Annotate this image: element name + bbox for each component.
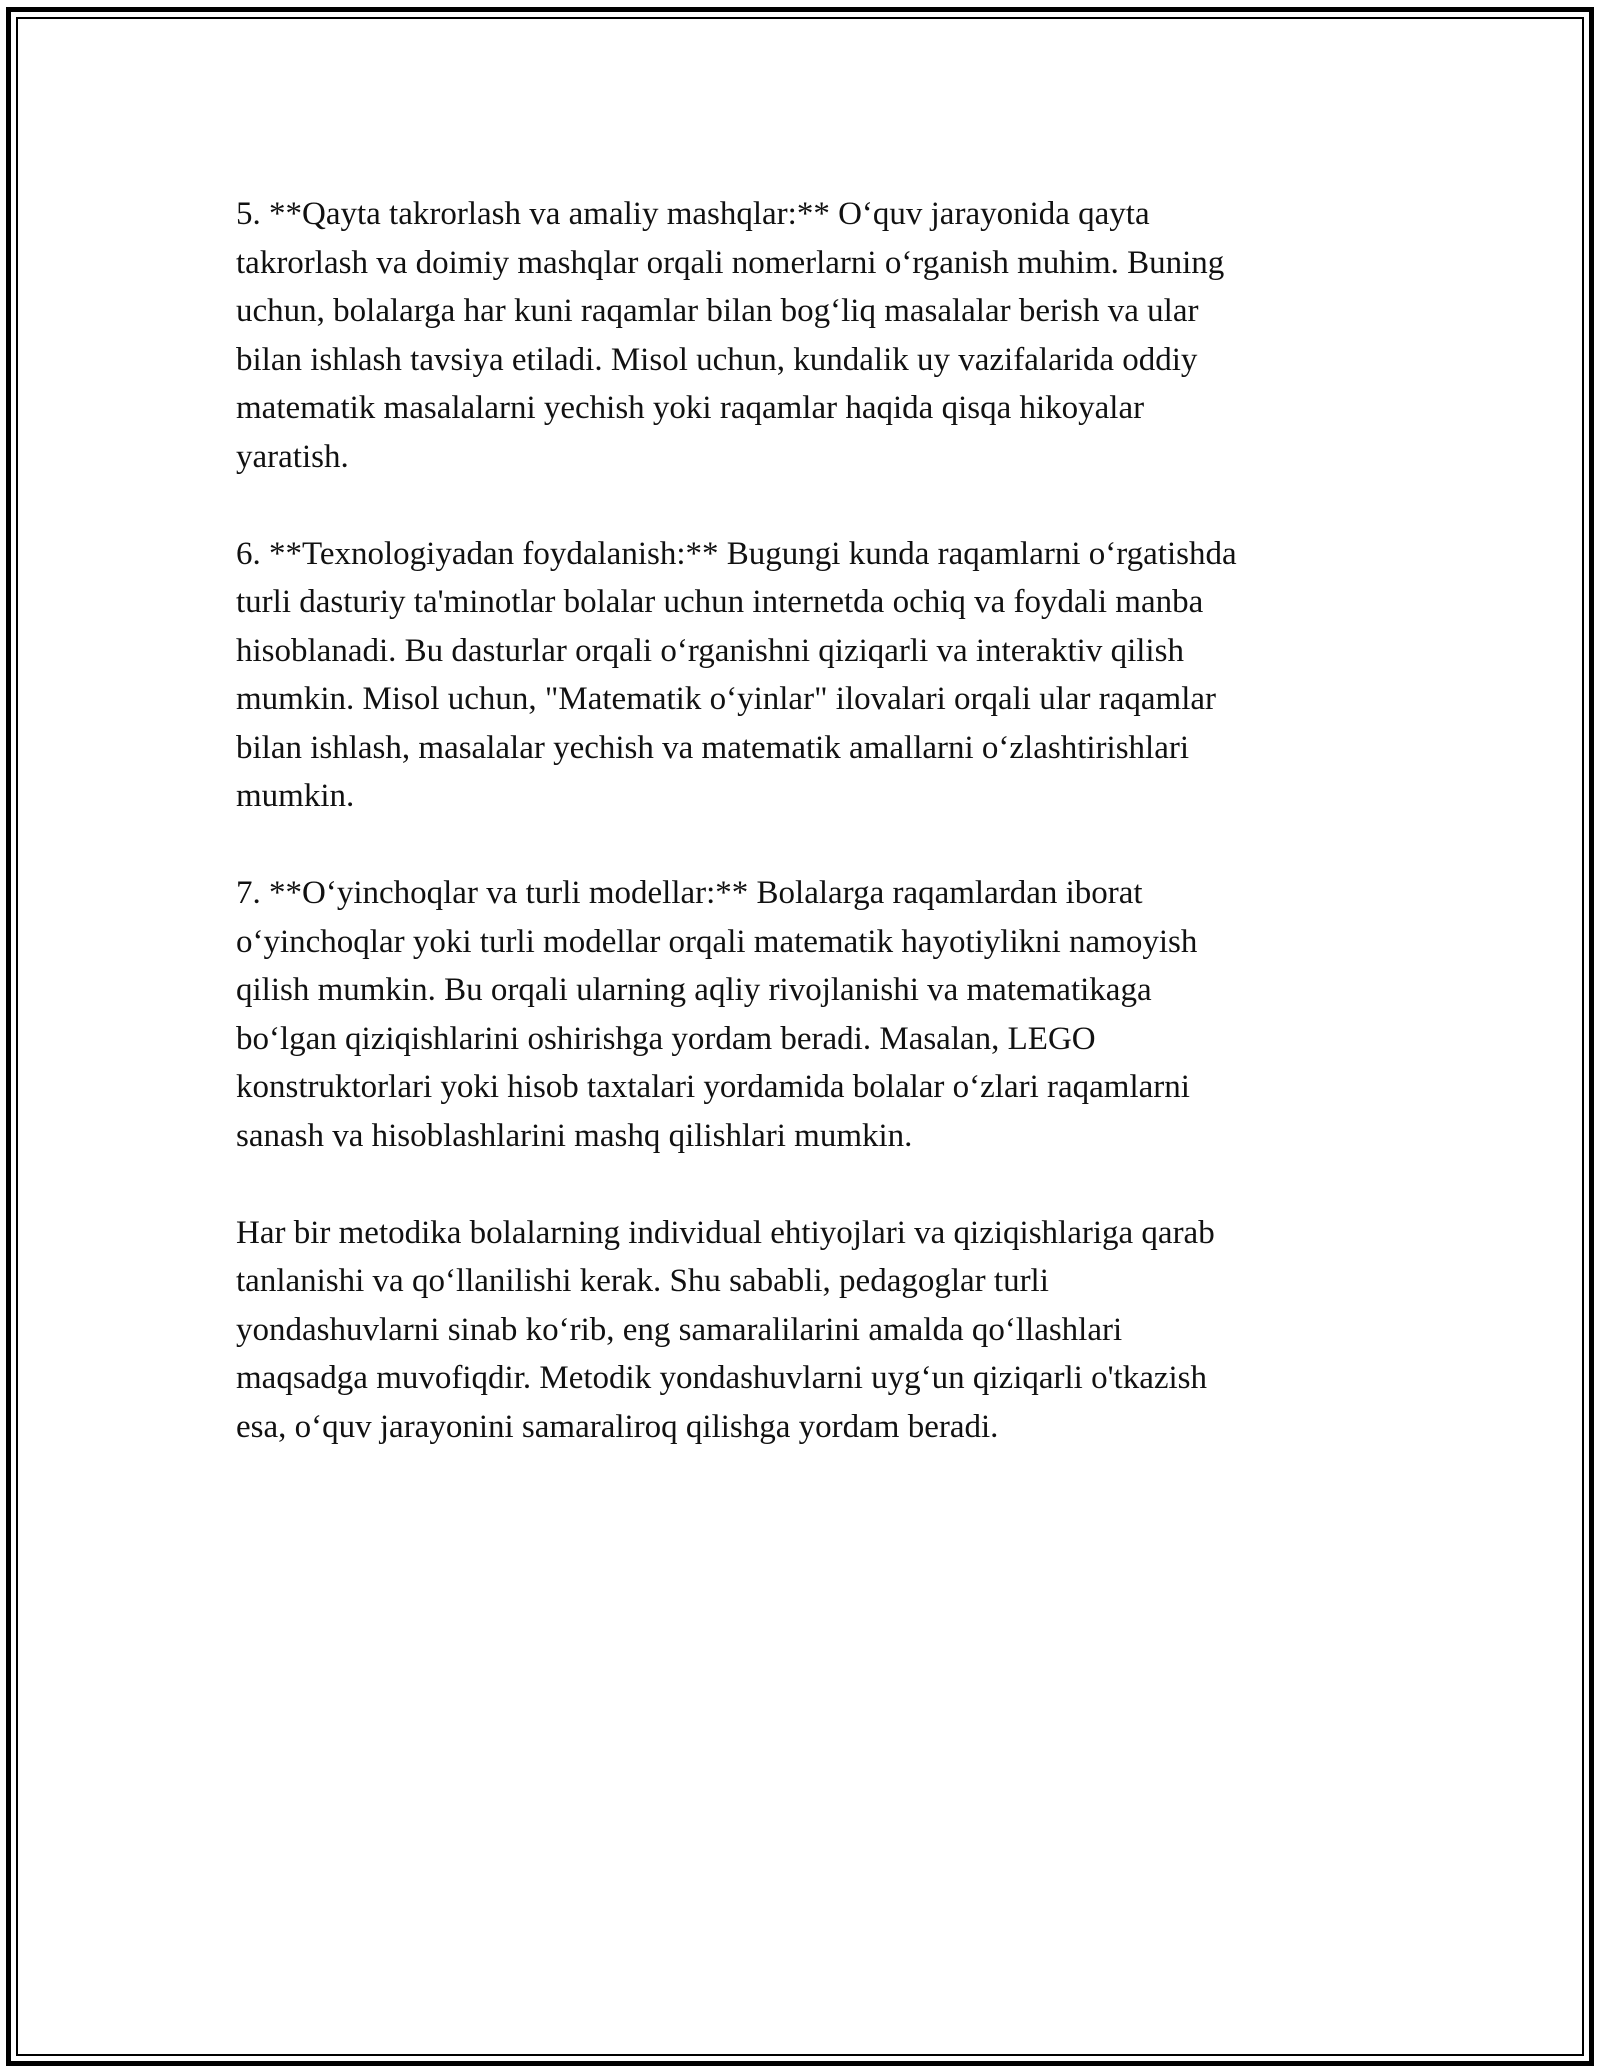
document-body [236,190,1366,1500]
paragraph-repetition-practice: 5. **Qayta takrorlash va amaliy mashqlar:** O‘quv jarayonida qayta takrorlash va doimiy mashqlar orqali nomerlarni o‘rganish muhim. Buning uchun, bolalarga har kuni raqamlar bilan bog‘liq masalalar berish va ular bilan ishlash tavsiya etiladi. Misol uchun, kundalik uy vazifalarida oddiy matematik masalalarni yechish yoki raqamlar haqida qisqa hikoyalar yaratish. [236,196,1225,475]
paragraph-technology-use: 6. **Texnologiyadan foydalanish:** Bugungi kunda raqamlarni o‘rgatishda turli dasturiy ta'minotlar bolalar uchun internetda ochiq va foydali manba hisoblanadi. Bu dasturlar orqali o‘rganishni qiziqarli va interaktiv qilish mumkin. Misol uchun, "Matematik o‘yinlar" ilovalari orqali ular raqamlar bilan ishlash, masalalar yechish va matematik amallarni o‘zlashtirishlari mumkin. [236,535,1237,814]
paragraph-conclusion: Har bir metodika bolalarning individual ehtiyojlari va qiziqishlariga qarab tanlanishi va qo‘llanilishi kerak. Shu sababli, pedagoglar turli yondashuvlarni sinab ko‘rib, eng samaralilarini amalda qo‘llashlari maqsadga muvofiqdir. Metodik yondashuvlarni uyg‘un qiziqarli o'tkazish esa, o‘quv jarayonini samaraliroq qilishga yordam beradi. [236,1214,1215,1445]
paragraph-toys-models: 7. **O‘yinchoqlar va turli modellar:** Bolalarga raqamlardan iborat o‘yinchoqlar yoki turli modellar orqali matematik hayotiylikni namoyish qilish mumkin. Bu orqali ularning aqliy rivojlanishi va matematikaga bo‘lgan qiziqishlarini oshirishga yordam beradi. Masalan, LEGO konstruktorlari yoki hisob taxtalari yordamida bolalar o‘zlari raqamlarni sanash va hisoblashlarini mashq qilishlari mumkin. [236,875,1198,1154]
